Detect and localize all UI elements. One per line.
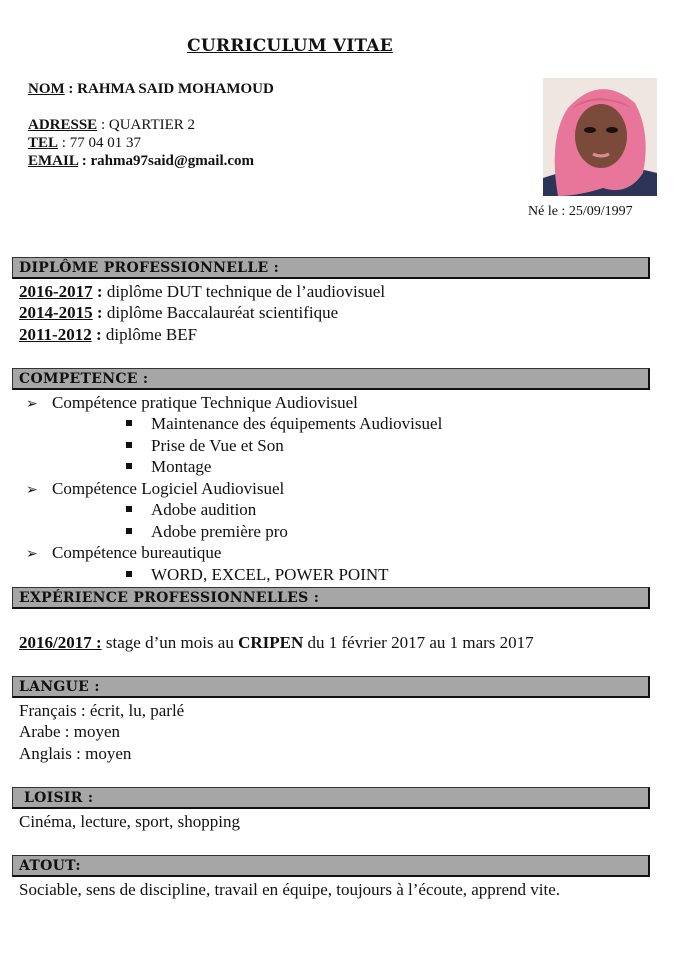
arrow-bullet-icon: ➢ — [26, 547, 38, 562]
square-bullet-icon — [126, 506, 132, 512]
section-header-langue: LANGUE : — [12, 676, 650, 698]
competence-group: ➢ Compétence Logiciel Audiovisuel — [0, 479, 284, 501]
section-header-competence: COMPETENCE : — [12, 368, 650, 390]
competence-item: Adobe audition — [0, 500, 256, 520]
tel-label: TEL — [28, 135, 59, 151]
document-title: CURRICULUM VITAE — [187, 36, 393, 56]
competence-item: WORD, EXCEL, POWER POINT — [0, 565, 389, 585]
language-item: Anglais : moyen — [19, 744, 132, 763]
organization-name: CRIPEN — [238, 633, 304, 652]
tel-line: TEL : 77 04 01 37 — [28, 135, 141, 151]
competence-item: Adobe première pro — [0, 522, 288, 542]
arrow-bullet-icon: ➢ — [26, 397, 38, 412]
square-bullet-icon — [126, 528, 132, 534]
profile-photo — [543, 78, 657, 196]
address-line: ADRESSE : QUARTIER 2 — [28, 117, 196, 133]
square-bullet-icon — [126, 571, 132, 577]
diploma-item: 2014-2015 : diplôme Baccalauréat scientifique — [19, 303, 339, 322]
name-value: RAHMA SAID MOHAMOUD — [77, 81, 274, 97]
section-header-loisir: LOISIR : — [12, 787, 650, 809]
section-header-experience: EXPÉRIENCE PROFESSIONNELLES : — [12, 587, 650, 609]
competence-item: Montage — [0, 457, 211, 477]
name-label: NOM — [28, 81, 65, 97]
name-line: NOM : RAHMA SAID MOHAMOUD — [28, 81, 274, 97]
tel-value: 77 04 01 37 — [69, 135, 141, 151]
square-bullet-icon — [126, 442, 132, 448]
portrait-image-icon — [543, 78, 657, 196]
email-label: EMAIL — [28, 153, 79, 169]
competence-item: Prise de Vue et Son — [0, 436, 284, 456]
experience-item: 2016/2017 : stage d’un mois au CRIPEN du 1 février 2017 au 1 mars 2017 — [19, 633, 534, 652]
address-label: ADRESSE — [28, 117, 98, 133]
diploma-item: 2016-2017 : diplôme DUT technique de l’audiovisuel — [19, 282, 386, 301]
competence-group: ➢ Compétence bureautique — [0, 543, 221, 565]
language-item: Arabe : moyen — [19, 722, 121, 741]
birth-date: Né le : 25/09/1997 — [528, 204, 633, 219]
section-header-diplome: DIPLÔME PROFESSIONNELLE : — [12, 257, 650, 279]
strengths-text: Sociable, sens de discipline, travail en équipe, toujours à l’écoute, apprend vite. — [19, 880, 560, 899]
competence-item: Maintenance des équipements Audiovisuel — [0, 414, 442, 434]
email-value: rahma97said@gmail.com — [90, 153, 255, 169]
diploma-item: 2011-2012 : diplôme BEF — [19, 325, 198, 344]
language-item: Français : écrit, lu, parlé — [19, 701, 185, 720]
email-line: EMAIL : rahma97said@gmail.com — [28, 153, 255, 169]
section-header-atout: ATOUT: — [12, 855, 650, 877]
square-bullet-icon — [126, 463, 132, 469]
competence-group: ➢ Compétence pratique Technique Audiovisuel — [0, 393, 358, 415]
hobbies-text: Cinéma, lecture, sport, shopping — [19, 812, 240, 831]
square-bullet-icon — [126, 420, 132, 426]
arrow-bullet-icon: ➢ — [26, 483, 38, 498]
address-value: QUARTIER 2 — [108, 117, 196, 133]
